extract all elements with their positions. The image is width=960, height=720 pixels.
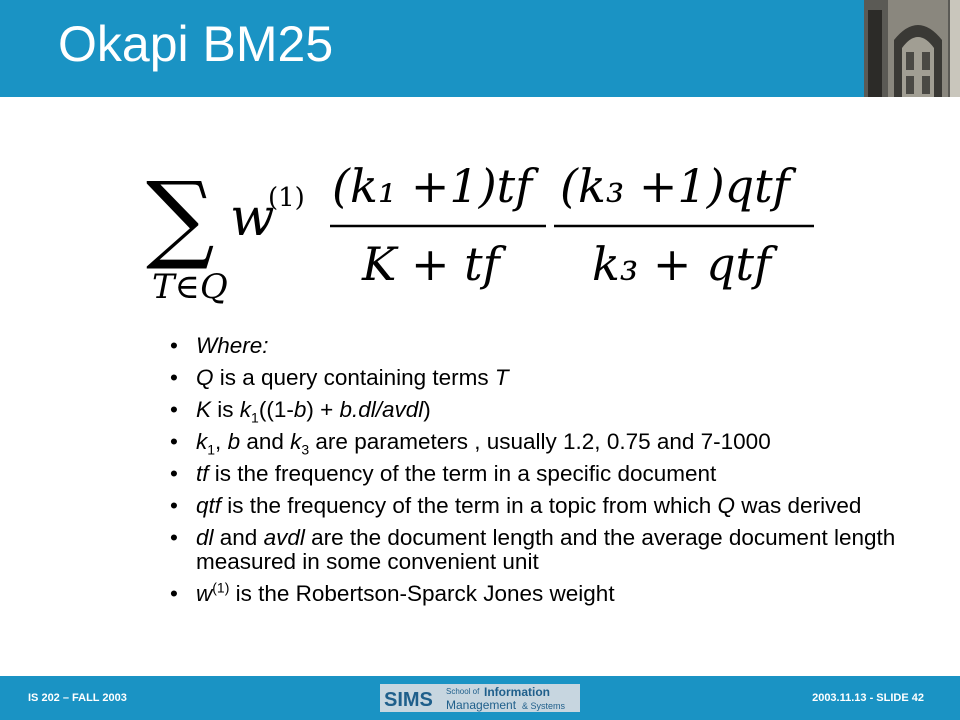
slide-number: 2003.11.13 - SLIDE 42 (812, 692, 924, 704)
header-bar (0, 0, 960, 97)
bullet-item (170, 579, 910, 606)
summation-sign: ∑ (146, 161, 215, 273)
bullet-text-segment: tf (196, 461, 209, 486)
footer-bar (0, 676, 960, 720)
bullet-text-segment: ) (423, 397, 431, 422)
bullet-text-segment: Q (196, 365, 214, 390)
bullet-item (170, 526, 910, 574)
bullet-text-segment: 1 (251, 409, 259, 426)
fraction1-denominator: K + tf (362, 237, 500, 291)
bullet-text-segment: is the Robertson-Sparck Jones weight (229, 581, 615, 606)
building-photo (864, 0, 960, 97)
logo-systems: & Systems (522, 701, 566, 711)
bullet-text-segment: ((1- (258, 397, 294, 422)
bullet-text-segment: are the document length and the average document length measured in some convenient unit (196, 525, 896, 574)
bullet-text-segment: w (196, 581, 213, 606)
bullet-text-segment: are parameters , usually 1.2, 0.75 and 7-1000 (309, 429, 771, 454)
logo-information: Information (484, 685, 550, 699)
bullet-text-segment: (1) (212, 579, 230, 596)
bullet-text-segment: and (240, 429, 291, 454)
weight-symbol: w (230, 188, 275, 248)
bullet-item (170, 462, 910, 486)
bullet-item (170, 429, 910, 458)
bullet-text-segment: k (239, 397, 252, 422)
bullet-text-segment: K (196, 397, 212, 422)
bullet-item (170, 397, 910, 426)
bullet-text-segment: Q (717, 493, 736, 518)
slide-title: Okapi BM25 (58, 16, 334, 72)
definition-list (170, 334, 910, 614)
bullet-text-segment: is the frequency of the term in a topic from which (221, 493, 718, 518)
bullet-text-segment: was derived (735, 493, 862, 518)
course-label: IS 202 – FALL 2003 (28, 692, 127, 704)
bullet-text-segment: , (215, 429, 228, 454)
bullet-text-segment: avdl (263, 525, 305, 550)
sims-logo (380, 684, 580, 712)
bullet-item (170, 366, 910, 390)
bullet-text-segment: and (213, 525, 264, 550)
bullet-text-segment: is a query containing terms (213, 365, 495, 390)
sum-subscript: T∈Q (152, 267, 228, 307)
logo-sims-text: SIMS (384, 689, 433, 711)
fraction2-denominator: k₃ + qtf (592, 237, 772, 291)
bullet-text-segment: b (227, 429, 241, 454)
logo-management: Management (446, 698, 517, 712)
bullet-text-segment: b (293, 397, 307, 422)
bullet-item (170, 334, 910, 358)
bullet-text-segment: is (211, 397, 240, 422)
bullet-text-segment: qtf (196, 493, 222, 518)
bullet-text-segment: is the frequency of the term in a specific document (208, 461, 717, 486)
bullet-text-segment: 1 (207, 441, 216, 458)
bullet-text-segment: ) + (306, 397, 340, 422)
weight-superscript: (1) (268, 183, 305, 213)
bullet-text-segment: k (290, 429, 302, 454)
bullet-text-segment: Where: (196, 333, 269, 358)
fraction2-numerator: (k₃ +1)qtf (560, 159, 790, 213)
bullet-text-segment: 3 (301, 441, 310, 458)
bullet-text-segment: b.dl/avdl (339, 397, 424, 422)
logo-school-of: School of (446, 687, 480, 696)
bullet-text-segment: dl (196, 525, 214, 550)
bullet-item (170, 494, 910, 518)
bullet-text-segment: k (196, 429, 208, 454)
bullet-text-segment: T (494, 365, 509, 390)
fraction1-numerator: (k₁ +1)tf (332, 159, 533, 213)
bm25-formula (140, 140, 840, 310)
